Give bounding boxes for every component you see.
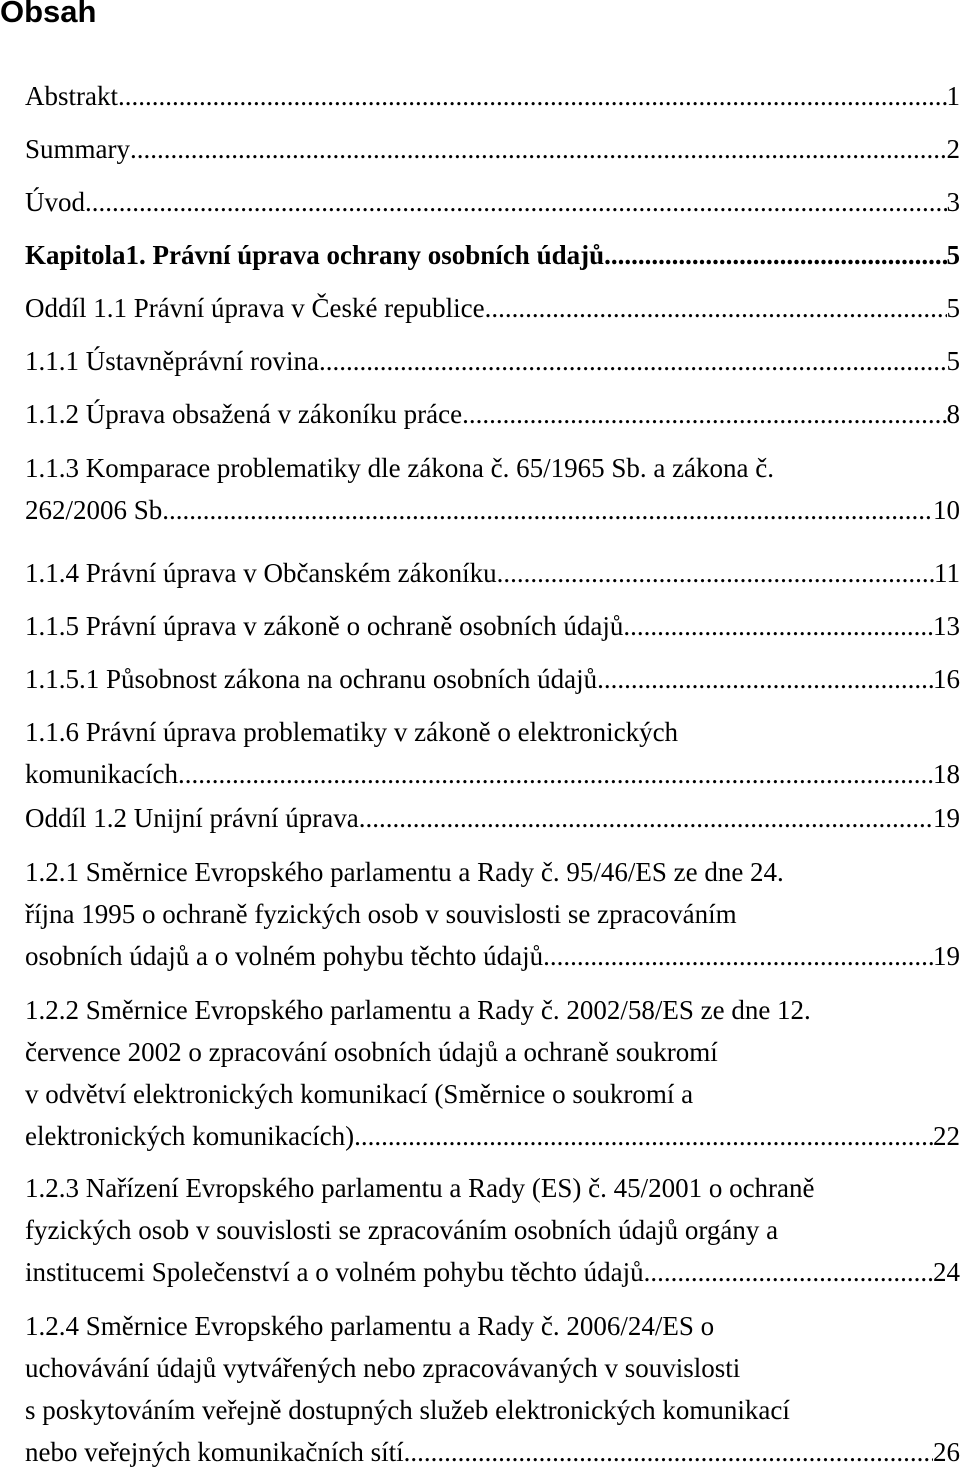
dot-leader: [178, 753, 933, 795]
toc-entry-text: Oddíl 1.2 Unijní právní úprava: [25, 797, 359, 839]
toc-entry[interactable]: [25, 1305, 960, 1473]
dot-leader: [462, 393, 946, 435]
page-number: 1: [947, 75, 960, 117]
toc-entry-text: institucemi Společenství a o volném pohybu těchto údajů: [25, 1251, 644, 1293]
page-number: 18: [933, 753, 960, 795]
dot-leader: [597, 658, 933, 700]
toc-entry[interactable]: [25, 989, 960, 1157]
toc-entry-text: 1.1.5.1 Působnost zákona na ochranu osobních údajů: [25, 658, 597, 700]
toc-entry[interactable]: [25, 287, 960, 329]
toc-entry-text: 1.1.6 Právní úprava problematiky v zákoně o elektronických: [25, 717, 678, 747]
toc-entry[interactable]: [25, 711, 960, 795]
toc-entry[interactable]: [25, 128, 960, 170]
dot-leader: [604, 234, 946, 276]
toc-entry-text: Kapitola1. Právní úprava ochrany osobních údajů: [25, 234, 604, 276]
page-number: 19: [933, 797, 960, 839]
toc-entry-text: v odvětví elektronických komunikací (Směrnice o soukromí a: [25, 1079, 693, 1109]
toc-entry[interactable]: [25, 851, 960, 977]
toc-entry[interactable]: [25, 234, 960, 276]
toc-entry[interactable]: [25, 797, 960, 839]
toc-entry[interactable]: [25, 393, 960, 435]
page-number: 16: [933, 658, 960, 700]
dot-leader: [404, 1431, 933, 1473]
dot-leader: [359, 797, 933, 839]
toc-entry[interactable]: [25, 605, 960, 647]
toc-entry-text: 1.1.5 Právní úprava v zákoně o ochraně osobních údajů: [25, 605, 623, 647]
toc-entry-text: s poskytováním veřejně dostupných služeb elektronických komunikací: [25, 1395, 790, 1425]
toc-entry[interactable]: [25, 447, 960, 531]
page-number: 22: [933, 1115, 960, 1157]
toc-entry-text: 1.2.2 Směrnice Evropského parlamentu a Rady č. 2002/58/ES ze dne 12.: [25, 995, 811, 1025]
dot-leader: [85, 181, 947, 223]
toc-entry-text: 1.2.3 Nařízení Evropského parlamentu a Rady (ES) č. 45/2001 o ochraně: [25, 1173, 815, 1203]
page-number: 24: [933, 1251, 960, 1293]
page-number: 8: [947, 393, 960, 435]
toc-entry-text: Abstrakt: [25, 75, 118, 117]
toc-entry-text: 262/2006 Sb.: [25, 489, 169, 531]
toc-entry[interactable]: [25, 181, 960, 223]
toc-entry-text: 1.1.3 Komparace problematiky dle zákona č. 65/1965 Sb. a zákona č.: [25, 453, 774, 483]
toc-entry-text: nebo veřejných komunikačních sítí: [25, 1431, 404, 1473]
toc-entry-text: komunikacích: [25, 753, 178, 795]
toc-entry[interactable]: [25, 1167, 960, 1293]
dot-leader: [354, 1115, 933, 1157]
dot-leader: [319, 340, 947, 382]
toc-entry-text: 1.2.1 Směrnice Evropského parlamentu a Rady č. 95/46/ES ze dne 24.: [25, 857, 784, 887]
page-number: 5: [947, 287, 960, 329]
page-title: Obsah: [0, 0, 96, 30]
toc-entry[interactable]: [25, 340, 960, 382]
page-number: 11: [934, 552, 960, 594]
toc-entry-text: 1.1.2 Úprava obsažená v zákoníku práce: [25, 393, 462, 435]
dot-leader: [485, 287, 947, 329]
dot-leader: [497, 552, 934, 594]
page-number: 19: [933, 935, 960, 977]
page-number: 3: [947, 181, 960, 223]
toc-entry[interactable]: [25, 75, 960, 117]
dot-leader: [644, 1251, 933, 1293]
toc-entry-text: Oddíl 1.1 Právní úprava v České republice: [25, 287, 485, 329]
toc-entry-text: uchovávání údajů vytvářených nebo zpracovávaných v souvislosti: [25, 1353, 740, 1383]
dot-leader: [130, 128, 947, 170]
page-number: 5: [947, 340, 960, 382]
toc-entry-text: Summary: [25, 128, 130, 170]
toc-entry-text: fyzických osob v souvislosti se zpracováním osobních údajů orgány a: [25, 1215, 778, 1245]
toc-entry-text: 1.1.4 Právní úprava v Občanském zákoníku: [25, 552, 497, 594]
page-number: 2: [947, 128, 960, 170]
toc-entry-text: října 1995 o ochraně fyzických osob v souvislosti se zpracováním: [25, 899, 737, 929]
page-number: 13: [933, 605, 960, 647]
page-number: 5: [947, 234, 960, 276]
toc-entry-text: osobních údajů a o volném pohybu těchto údajů: [25, 935, 543, 977]
toc-entry-text: 1.2.4 Směrnice Evropského parlamentu a Rady č. 2006/24/ES o: [25, 1311, 714, 1341]
toc-entry[interactable]: [25, 552, 960, 594]
dot-leader: [169, 489, 933, 531]
dot-leader: [118, 75, 947, 117]
page-number: 26: [933, 1431, 960, 1473]
dot-leader: [623, 605, 933, 647]
toc-entry[interactable]: [25, 658, 960, 700]
toc-entry-text: července 2002 o zpracování osobních údajů a ochraně soukromí: [25, 1037, 718, 1067]
dot-leader: [543, 935, 933, 977]
page-number: 10: [933, 489, 960, 531]
toc-entry-text: Úvod: [25, 181, 85, 223]
toc-entry-text: elektronických komunikacích): [25, 1115, 354, 1157]
toc-entry-text: 1.1.1 Ústavněprávní rovina: [25, 340, 319, 382]
